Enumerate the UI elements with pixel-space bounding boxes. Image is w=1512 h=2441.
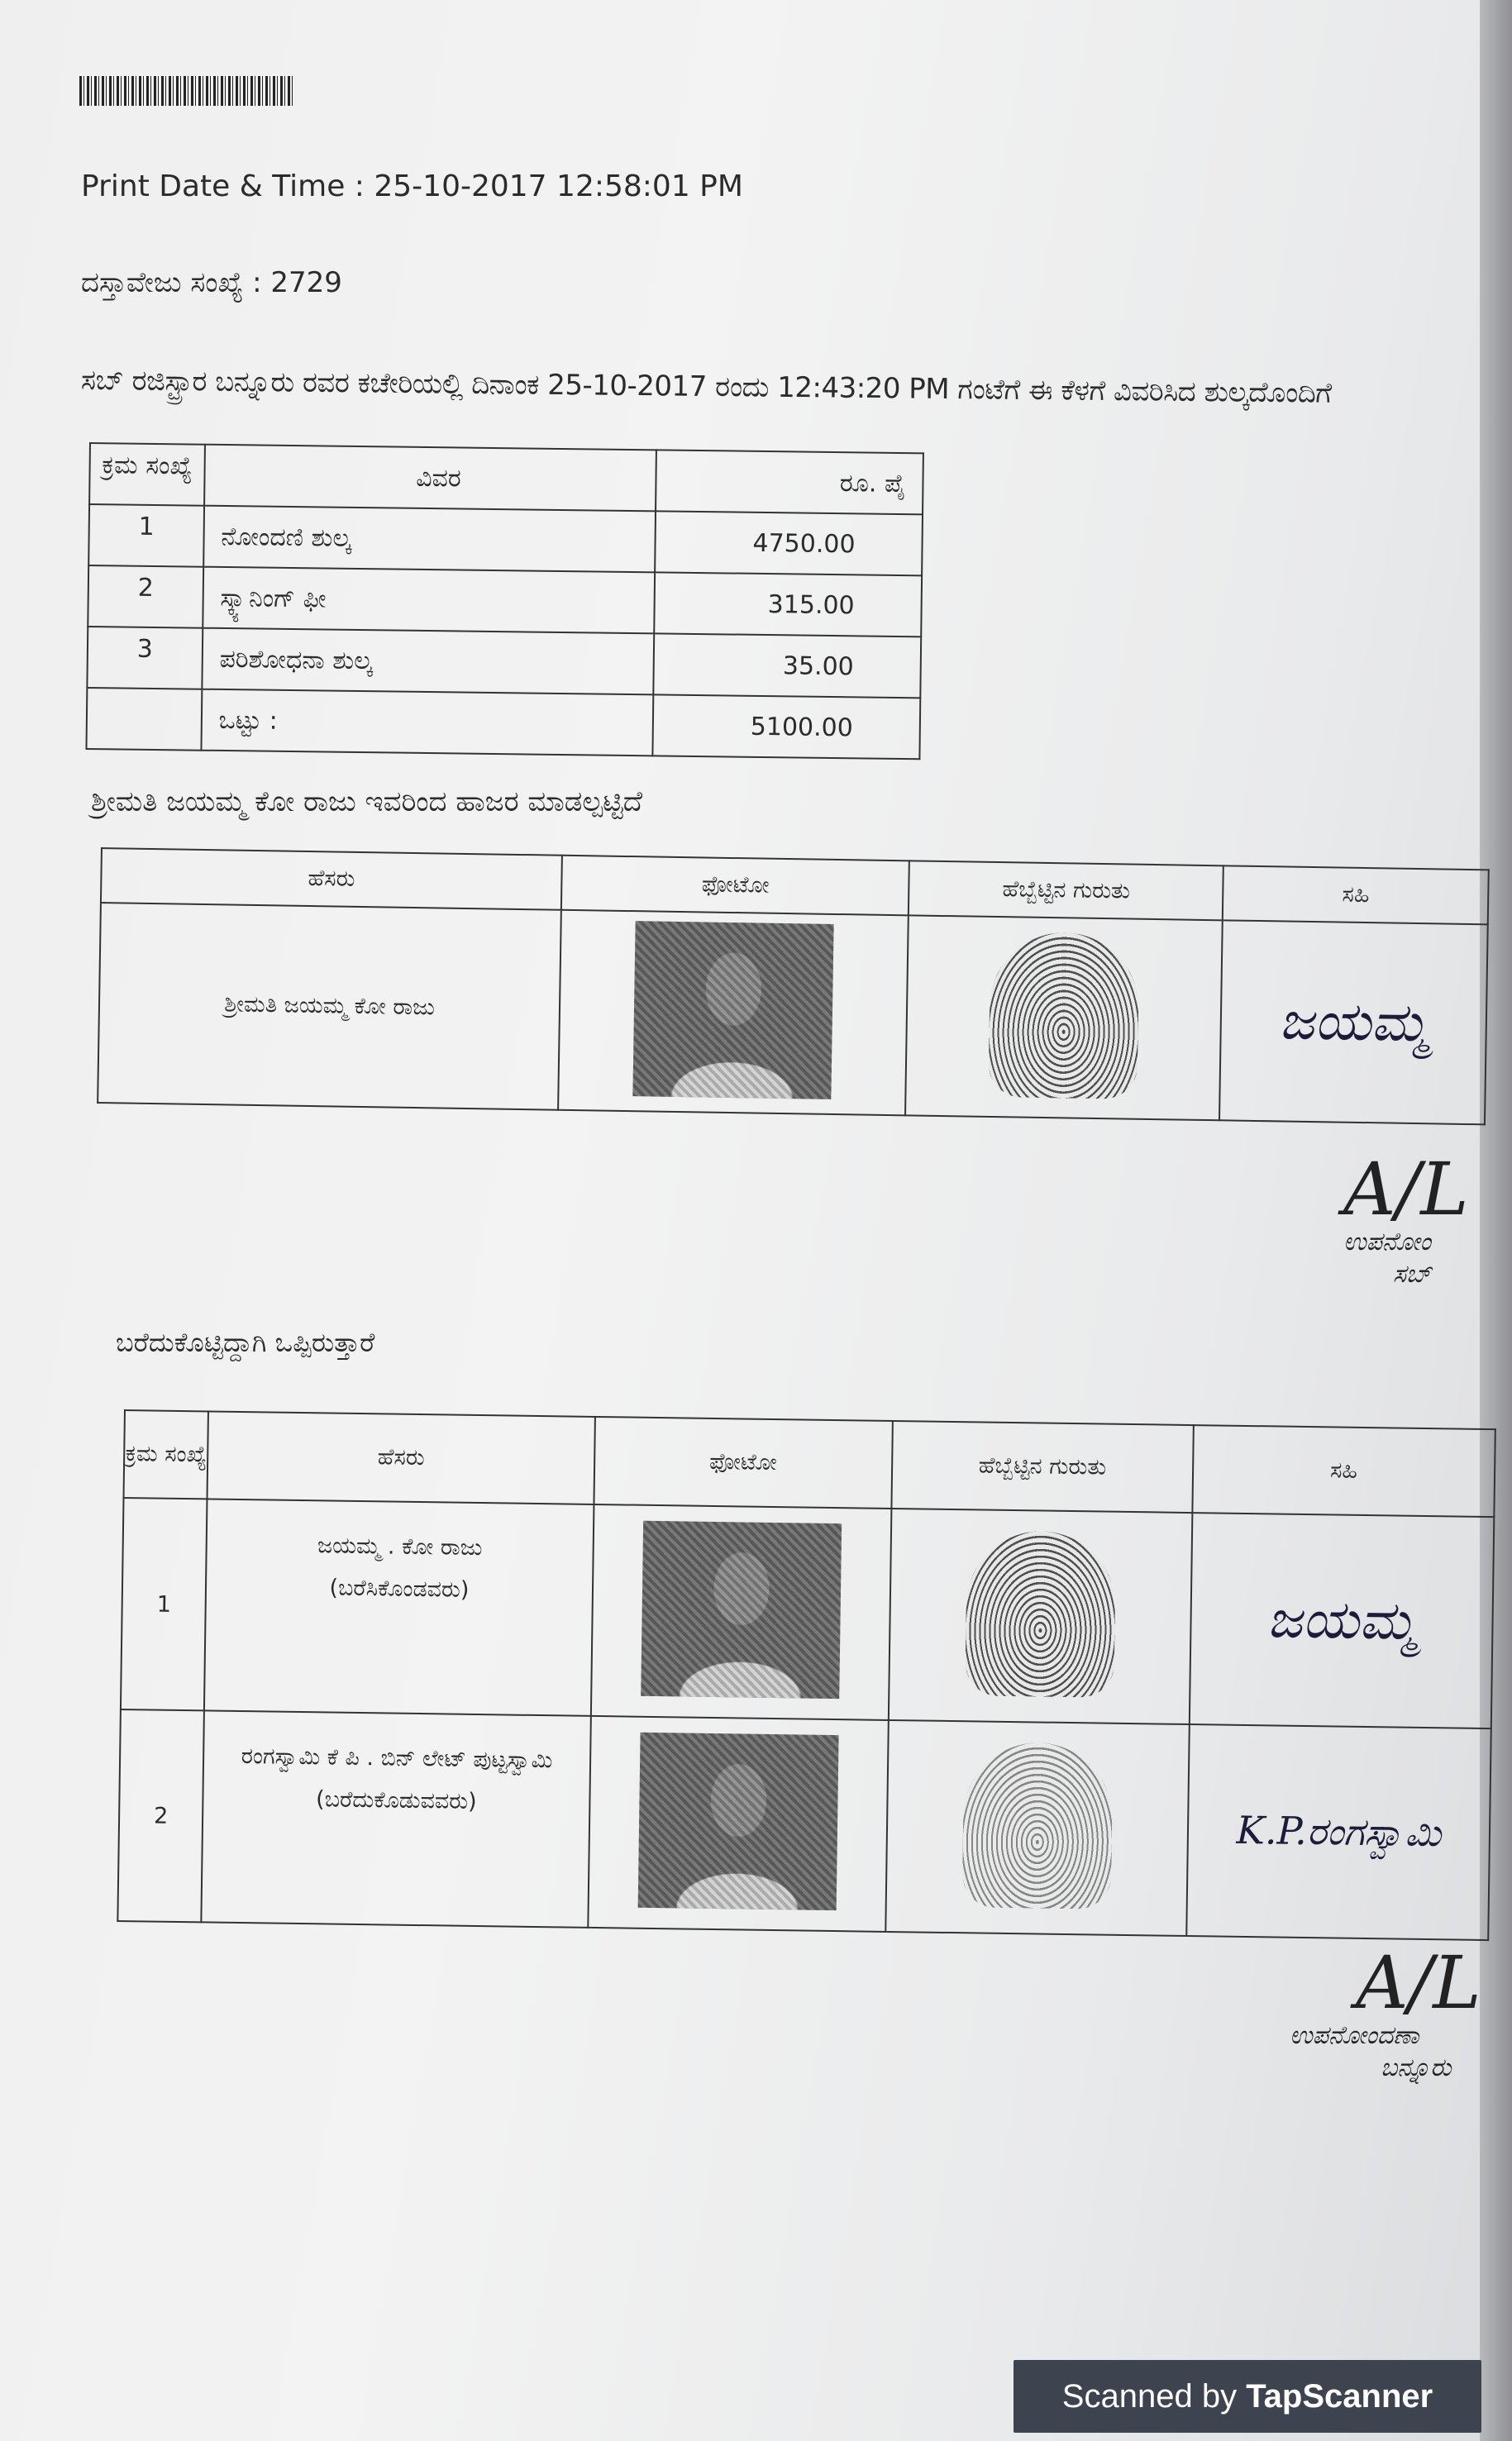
party-header-thumb: ಹೆಬ್ಬೆಟ್ಟಿನ ಗುರುತು xyxy=(909,861,1223,920)
seal-line: ಸಬ್ xyxy=(1393,1260,1432,1289)
wit-header-no: ಕ್ರಮ ಸಂಖ್ಯೆ xyxy=(124,1410,209,1499)
signature: ಜಯಮ್ಮ xyxy=(1266,1589,1418,1652)
fee-no: 1 xyxy=(88,504,204,567)
officer-signature-mark: A/L xyxy=(1343,1147,1469,1232)
fee-header-no: ಕ್ರಮ ಸಂಖ್ಯೆ xyxy=(89,443,205,506)
thumbprint xyxy=(989,931,1140,1099)
officer-seal xyxy=(1290,1940,1481,2112)
print-date: Print Date & Time : 25-10-2017 12:58:01 PM xyxy=(81,169,743,203)
wit-header-signature: ಸಹಿ xyxy=(1192,1425,1495,1517)
barcode xyxy=(79,76,294,106)
wit-header-thumb: ಹೆಬ್ಬೆಟ್ಟಿನ ಗುರುತು xyxy=(891,1421,1193,1513)
fee-desc: ಸ್ಕ್ಯಾನಿಂಗ್ ಫೀ xyxy=(203,567,655,634)
fee-amount: 315.00 xyxy=(654,572,922,636)
fee-total-label: ಒಟ್ಟು : xyxy=(201,689,653,756)
party-header-name: ಹೆಸರು xyxy=(101,848,562,910)
fee-total: 5100.00 xyxy=(653,694,921,759)
fee-total-row xyxy=(86,688,920,759)
wit-role: (ಬರೆದುಕೊಡುವವರು) xyxy=(315,1786,477,1815)
photo xyxy=(641,1520,842,1698)
fee-table-header xyxy=(89,443,923,514)
party-table xyxy=(97,847,1490,1125)
seal-line: ಬನ್ನೂರು xyxy=(1381,2053,1452,2082)
thumbprint xyxy=(962,1742,1114,1909)
table-row xyxy=(87,627,921,698)
accepted-statement: ಬರೆದುಕೊಟ್ಟಿದ್ದಾಗಿ ಒಪ್ಪಿರುತ್ತಾರೆ xyxy=(116,1327,375,1358)
officer-seal xyxy=(1343,1147,1480,1318)
seal-line: ಉಪನೋಂ xyxy=(1343,1228,1431,1256)
photo xyxy=(633,921,834,1099)
fee-amount: 4750.00 xyxy=(655,511,923,575)
document-number: ದಸ್ತಾವೇಜು ಸಂಖ್ಯೆ : 2729 xyxy=(81,266,342,299)
table-row xyxy=(88,565,922,636)
signature: K.P.ರಂಗಸ್ವಾಮಿ xyxy=(1236,1807,1442,1856)
page-edge xyxy=(1480,0,1512,2441)
photo xyxy=(637,1732,838,1909)
fee-header-desc: ವಿವರ xyxy=(204,445,656,512)
fee-header-amount: ರೂ. ಪೈ xyxy=(656,450,923,514)
table-row xyxy=(88,504,923,575)
scanner-watermark xyxy=(1014,2360,1481,2433)
fee-table xyxy=(85,442,923,760)
signature: ಜಯಮ್ಮ xyxy=(1278,990,1429,1055)
party-header-photo: ಫೋಟೋ xyxy=(561,856,909,916)
table-row xyxy=(117,1709,1491,1940)
wit-header-photo: ಫೋಟೋ xyxy=(594,1417,893,1509)
table-row xyxy=(121,1498,1494,1728)
party-name: ಶ್ರೀಮತಿ ಜಯಮ್ಮ ಕೋ ರಾಜು xyxy=(98,903,561,1110)
wit-name: ರಂಗಸ್ವಾಮಿ ಕೆ ಪಿ . ಬಿನ್ ಲೇಟ್ ಪುಟ್ಟಸ್ವಾಮಿ xyxy=(241,1743,553,1774)
table-row xyxy=(98,903,1488,1124)
presented-statement: ಶ್ರೀಮತಿ ಜಯಮ್ಮ ಕೋ ರಾಜು ಇವರಿಂದ ಹಾಜರ ಮಾಡಲ್ಪಟ್ಟಿದೆ xyxy=(91,785,643,818)
officer-signature-mark: A/L xyxy=(1356,1940,1481,2025)
fee-no: 2 xyxy=(88,565,203,628)
wit-name: ಜಯಮ್ಮ . ಕೋ ರಾಜು xyxy=(317,1533,483,1561)
fee-desc: ನೋಂದಣಿ ಶುಲ್ಕ xyxy=(203,506,656,573)
wit-no: 1 xyxy=(121,1498,207,1710)
witness-table xyxy=(117,1409,1495,1941)
fee-no: 3 xyxy=(87,627,203,689)
seal-line: ಉಪನೋಂದಣಾ xyxy=(1290,2021,1419,2050)
watermark-brand: TapScanner xyxy=(1246,2378,1433,2415)
party-header-signature: ಸಹಿ xyxy=(1223,865,1489,924)
thumbprint xyxy=(965,1530,1116,1697)
wit-header-name: ಹೆಸರು xyxy=(207,1411,595,1504)
wit-no: 2 xyxy=(117,1709,204,1922)
fee-amount: 35.00 xyxy=(654,633,922,698)
wit-role: (ಬರೆಸಿಕೊಂಡವರು) xyxy=(329,1575,470,1604)
fee-desc: ಪರಿಶೋಧನಾ ಶುಲ್ಕ xyxy=(202,628,654,695)
office-statement: ಸಬ್ ರಜಿಸ್ಟ್ರಾರ ಬನ್ನೂರು ರವರ ಕಚೇರಿಯಲ್ಲಿ ದಿನಾಂಕ 25-10-2017 ರಂದು 12:43:20 PM ಗಂಟೆಗೆ ಈ ಕೆಳಗೆ ವಿವರಿಸಿದ ಶುಲ್ಕದೊಂದಿಗೆ xyxy=(80,364,1332,410)
watermark-prefix: Scanned by xyxy=(1061,2378,1247,2415)
